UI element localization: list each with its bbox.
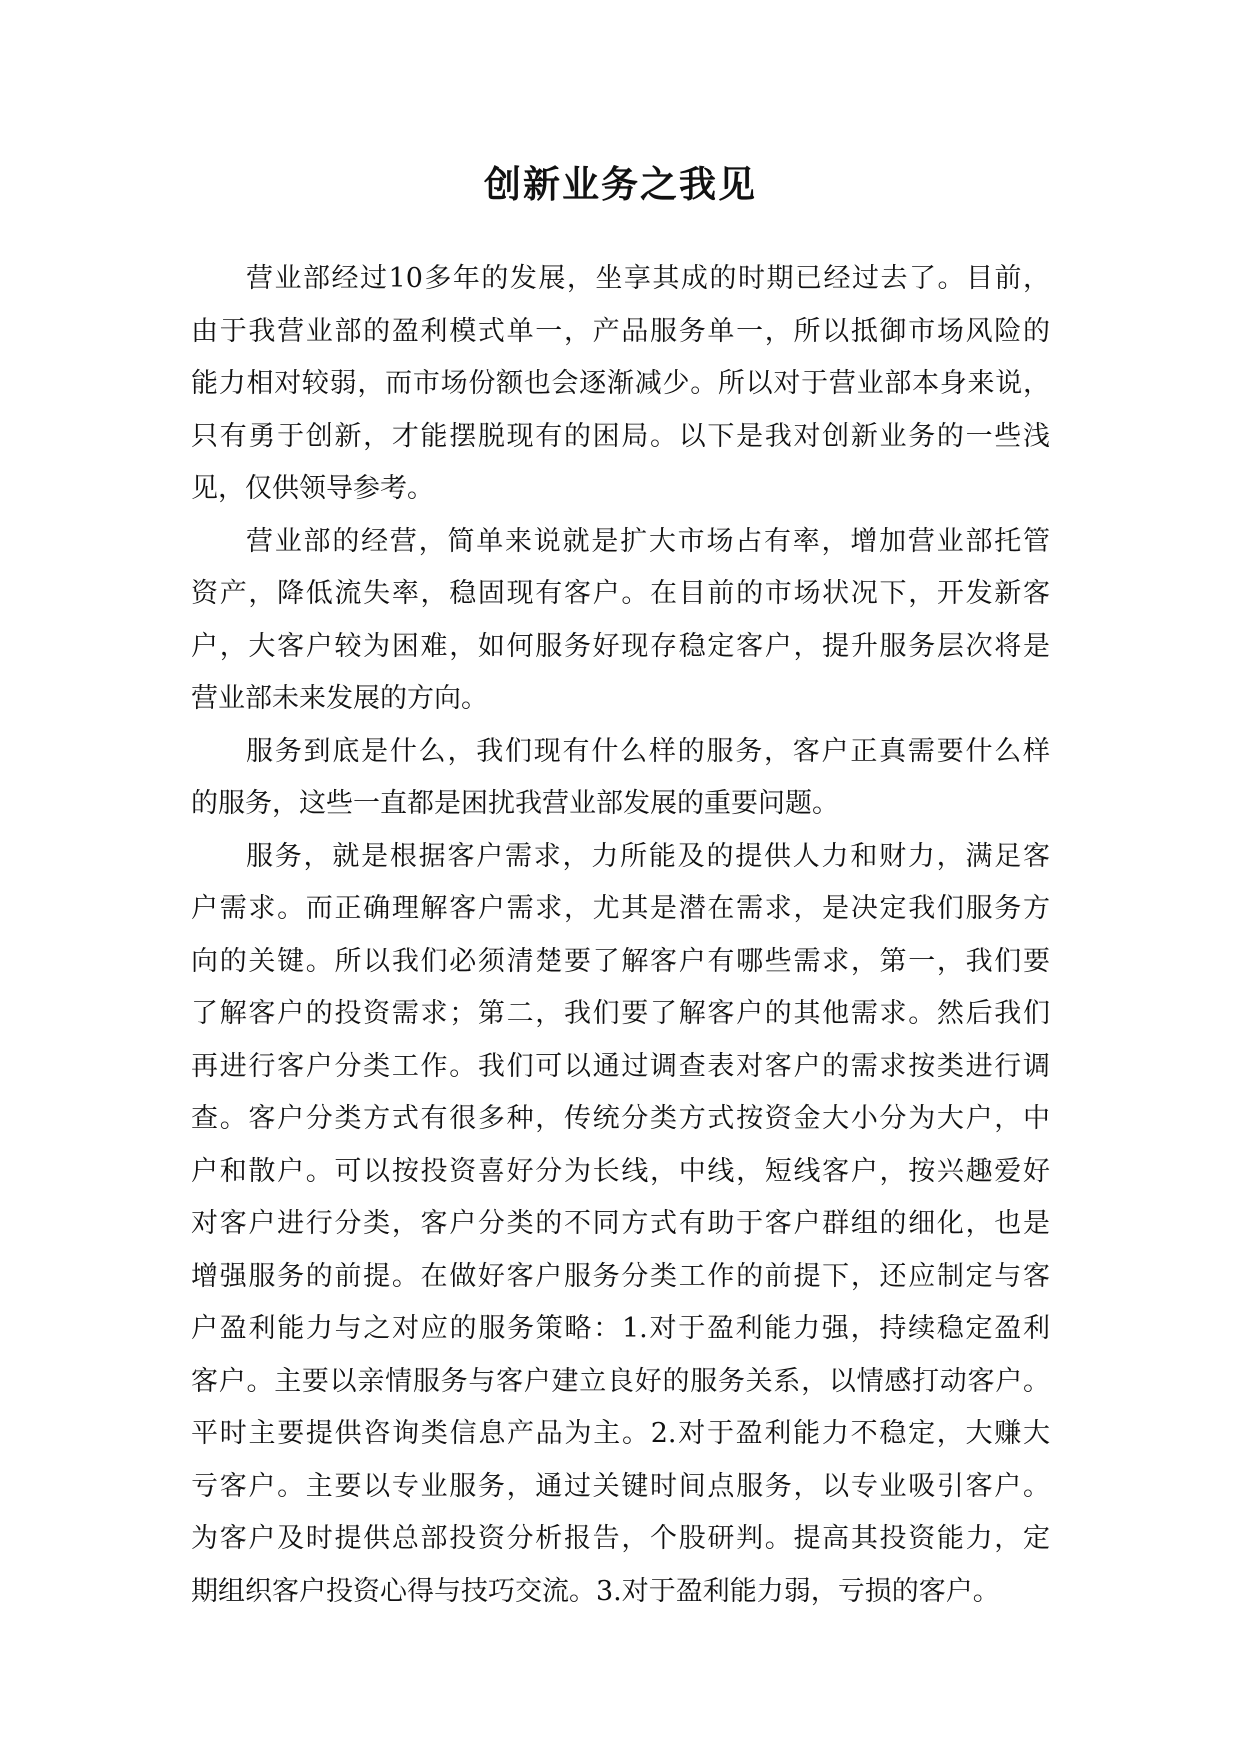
- paragraph-line: 能力相对较弱，而市场份额也会逐渐减少。所以对于营业部本身来说，: [191, 368, 1050, 399]
- paragraph-line: 资产，降低流失率，稳固现有客户。在目前的市场状况下，开发新客: [191, 578, 1050, 609]
- paragraph: [191, 516, 1050, 726]
- paragraph-line: 户盈利能力与之对应的服务策略：1.对于盈利能力强，持续稳定盈利: [191, 1313, 1050, 1344]
- paragraph-line: 查。客户分类方式有很多种，传统分类方式按资金大小分为大户，中: [191, 1103, 1050, 1134]
- paragraph: [191, 726, 1050, 831]
- paragraph-line: 了解客户的投资需求；第二，我们要了解客户的其他需求。然后我们: [191, 998, 1050, 1029]
- paragraph-line: 户，大客户较为困难，如何服务好现存稳定客户，提升服务层次将是: [191, 630, 1050, 662]
- paragraph-line: 只有勇于创新，才能摆脱现有的困局。以下是我对创新业务的一些浅: [191, 420, 1050, 452]
- paragraph-line: 见，仅供领导参考。: [191, 473, 434, 504]
- document-title: 创新业务之我见: [484, 162, 757, 206]
- paragraph-line: 户需求。而正确理解客户需求，尤其是潜在需求，是决定我们服务方: [191, 893, 1050, 924]
- paragraph-line: 客户。主要以亲情服务与客户建立良好的服务关系，以情感打动客户。: [191, 1365, 1050, 1397]
- paragraph-line: 的服务，这些一直都是困扰我营业部发展的重要问题。: [191, 788, 839, 819]
- paragraph-line: 平时主要提供咨询类信息产品为主。2.对于盈利能力不稳定，大赚大: [191, 1418, 1050, 1449]
- paragraph: [191, 253, 1050, 516]
- document-body: [191, 253, 1050, 1618]
- paragraph-line: 服务到底是什么，我们现有什么样的服务，客户正真需要什么样: [246, 735, 1050, 767]
- paragraph-line: 营业部经过10多年的发展，坐享其成的时期已经过去了。目前，: [246, 263, 1050, 294]
- paragraph-line: 对客户进行分类，客户分类的不同方式有助于客户群组的细化，也是: [191, 1208, 1050, 1239]
- paragraph-line: 营业部未来发展的方向。: [191, 683, 488, 714]
- paragraph-line: 服务，就是根据客户需求，力所能及的提供人力和财力，满足客: [246, 840, 1050, 872]
- paragraph: [191, 831, 1050, 1619]
- paragraph-line: 为客户及时提供总部投资分析报告，个股研判。提高其投资能力，定: [191, 1523, 1050, 1554]
- paragraph-line: 增强服务的前提。在做好客户服务分类工作的前提下，还应制定与客: [191, 1260, 1050, 1292]
- paragraph-line: 营业部的经营，简单来说就是扩大市场占有率，增加营业部托管: [246, 525, 1050, 557]
- paragraph-line: 户和散户。可以按投资喜好分为长线，中线，短线客户，按兴趣爱好: [191, 1155, 1050, 1187]
- paragraph-line: 再进行客户分类工作。我们可以通过调查表对客户的需求按类进行调: [191, 1050, 1050, 1082]
- paragraph-line: 向的关键。所以我们必须清楚要了解客户有哪些需求，第一，我们要: [191, 945, 1050, 977]
- paragraph-line: 期组织客户投资心得与技巧交流。3.对于盈利能力弱，亏损的客户。: [191, 1575, 1000, 1607]
- paragraph-line: 由于我营业部的盈利模式单一，产品服务单一，所以抵御市场风险的: [191, 315, 1050, 347]
- paragraph-line: 亏客户。主要以专业服务，通过关键时间点服务，以专业吸引客户。: [191, 1470, 1050, 1502]
